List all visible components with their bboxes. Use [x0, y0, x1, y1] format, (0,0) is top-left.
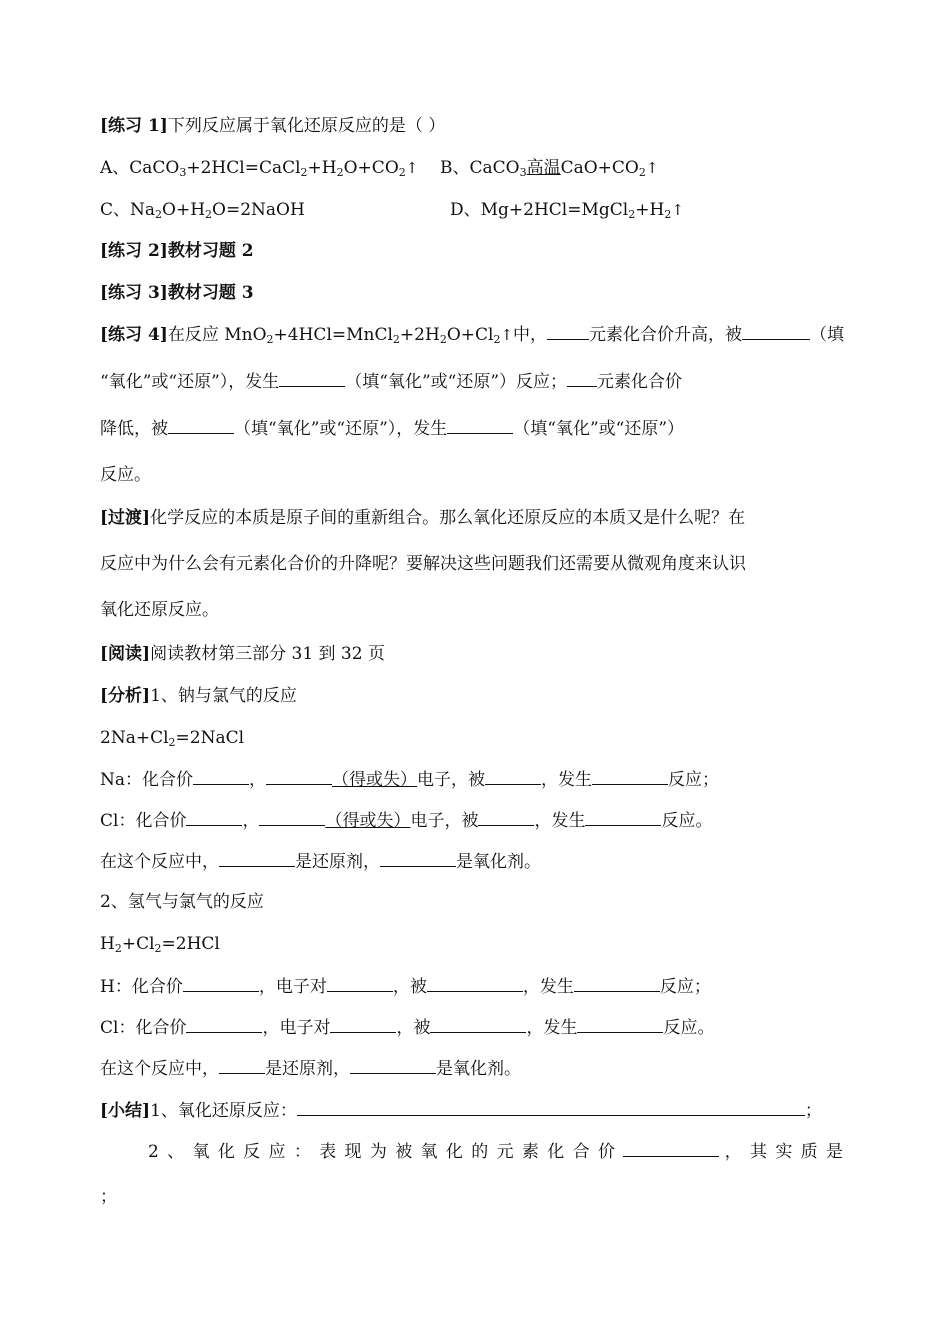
- exercise-4-line-4: 反应。: [100, 465, 151, 485]
- exercise-4-line-3: 降低，被 （填“氧化”或“还原”），发生 （填“氧化”或“还原”）: [100, 419, 685, 439]
- na-analysis: Na：化合价 ， （得或失）电子，被 ，发生 反应；: [100, 770, 720, 790]
- blank-cl2-by[interactable]: [430, 1016, 526, 1033]
- reading: [阅读]阅读教材第三部分 31 到 32 页: [100, 644, 385, 664]
- equation-na-cl: $2Na+Cl_2=2NaCl$: [100, 728, 245, 749]
- blank-occur-2[interactable]: [447, 417, 513, 434]
- blank-h-valence[interactable]: [183, 975, 259, 992]
- option-b: B、CaCO$_3$高温$CaO+CO_2↑$: [440, 158, 659, 179]
- exercise-2: [练习 2]教材习题 2: [100, 241, 254, 261]
- blank-oxidizer-1[interactable]: [380, 850, 456, 867]
- blank-na-valence[interactable]: [193, 768, 249, 785]
- blank-occur-1[interactable]: [279, 370, 345, 387]
- reaction-condition: 高温: [526, 158, 561, 178]
- blank-cl2-pair[interactable]: [330, 1016, 396, 1033]
- blank-na-electron[interactable]: [266, 768, 332, 785]
- blank-cl-occur[interactable]: [585, 809, 661, 826]
- blank-oxidized-by[interactable]: [742, 323, 810, 340]
- blank-cl2-valence[interactable]: [186, 1016, 262, 1033]
- summary-item-1: [小结]1、氧化还原反应： ；: [100, 1101, 822, 1121]
- exercise-3: [练习 3]教材习题 3: [100, 283, 254, 303]
- equation-h-cl: $H_2+Cl_2=2HCl$: [100, 934, 220, 955]
- blank-cl-by[interactable]: [478, 809, 534, 826]
- blank-element-up[interactable]: [547, 323, 589, 340]
- blank-element-down[interactable]: [567, 370, 597, 387]
- blank-oxidizer-2[interactable]: [350, 1057, 436, 1074]
- blank-cl-valence[interactable]: [186, 809, 242, 826]
- transition-line-2: 反应中为什么会有元素化合价的升降呢？要解决这些问题我们还需要从微观角度来认识: [100, 554, 746, 574]
- blank-cl-electron[interactable]: [259, 809, 325, 826]
- summary-item-2: 2、氧化反应：表现为被氧化的元素化合价 ，其实质是: [148, 1142, 846, 1162]
- blank-reducer-2[interactable]: [219, 1057, 265, 1074]
- exercise-1-question: [练习 1]下列反应属于氧化还原反应的是（ ）: [100, 116, 446, 136]
- transition-line-1: [过渡]化学反应的本质是原子间的重新组合。那么氧化还原反应的本质又是什么呢？在: [100, 508, 746, 528]
- blank-summary-1[interactable]: [297, 1099, 805, 1116]
- cl-analysis: Cl：化合价 ， （得或失）电子，被 ，发生 反应。: [100, 811, 713, 831]
- option-a: A、$CaCO_3+2HCl=CaCl_2+H_2O+CO_2↑$: [100, 158, 419, 179]
- exercise-4-line-1: [练习 4]在反应 $MnO_2+4HCl=MnCl_2+2H_2O+Cl_2↑$中， 元素化合价升高，被 （填: [100, 325, 845, 346]
- roles-2: 在这个反应中， 是还原剂， 是氧化剂。: [100, 1059, 521, 1079]
- blank-h-pair[interactable]: [327, 975, 393, 992]
- h-analysis: H：化合价 ，电子对 ，被 ，发生 反应；: [100, 977, 711, 997]
- blank-summary-2[interactable]: [623, 1140, 719, 1157]
- analysis-item-1: [分析]1、钠与氯气的反应: [100, 686, 297, 706]
- blank-cl2-occur[interactable]: [577, 1016, 663, 1033]
- blank-reduced-by[interactable]: [168, 417, 234, 434]
- blank-h-occur[interactable]: [574, 975, 660, 992]
- analysis-item-2: 2、氢气与氯气的反应: [100, 892, 264, 912]
- blank-h-by[interactable]: [427, 975, 523, 992]
- blank-na-by[interactable]: [485, 768, 541, 785]
- blank-reducer-1[interactable]: [219, 850, 295, 867]
- option-d: D、$Mg+2HCl=MgCl_2+H_2↑$: [450, 200, 684, 221]
- transition-line-3: 氧化还原反应。: [100, 600, 219, 620]
- exercise-4-line-2: “氧化”或“还原”），发生 （填“氧化”或“还原”）反应； 元素化合价: [100, 372, 683, 392]
- summary-item-2-end: ；: [100, 1187, 117, 1207]
- option-c: C、$Na_2O+H_2O=2NaOH$: [100, 200, 305, 221]
- blank-na-occur[interactable]: [592, 768, 668, 785]
- roles-1: 在这个反应中， 是还原剂， 是氧化剂。: [100, 852, 541, 872]
- cl2-analysis: Cl：化合价 ，电子对 ，被 ，发生 反应。: [100, 1018, 715, 1038]
